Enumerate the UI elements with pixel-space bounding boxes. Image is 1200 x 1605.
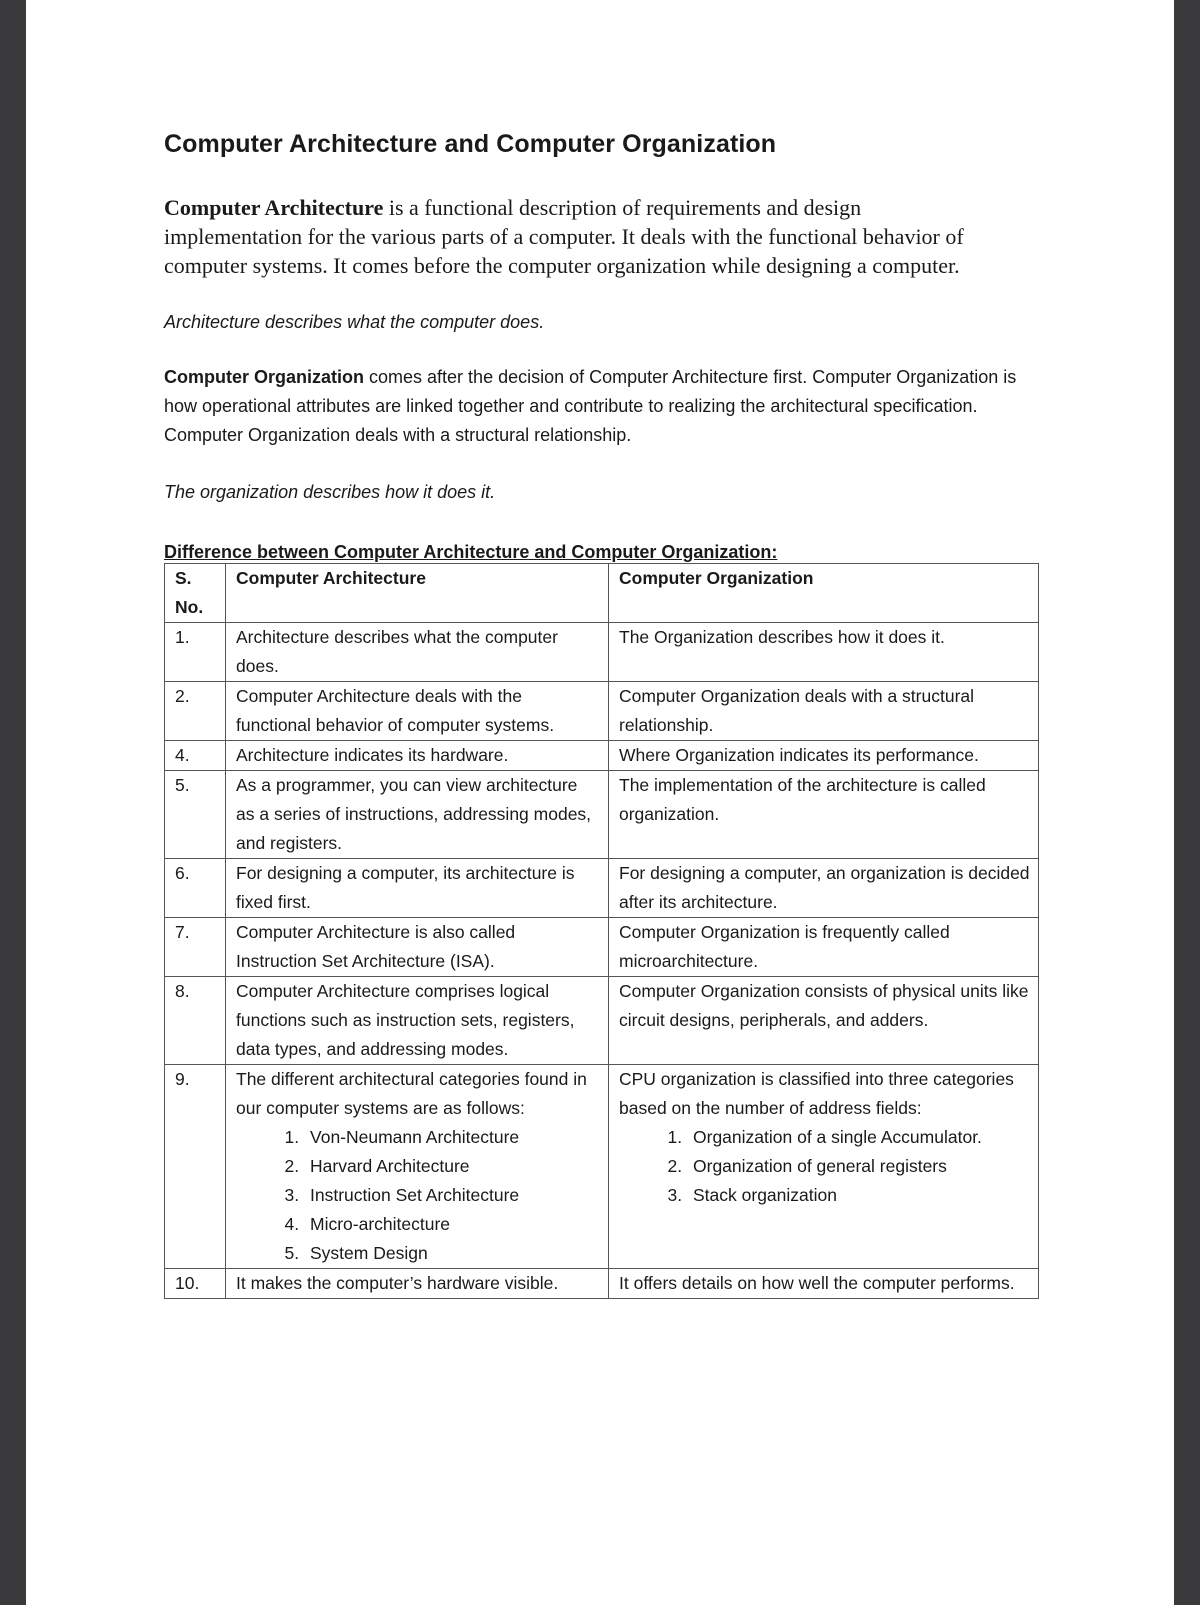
- organization-cell: It offers details on how well the computer performs.: [609, 1269, 1039, 1299]
- architecture-cell: It makes the computer’s hardware visible.: [226, 1269, 609, 1299]
- list-item: 5. System Design: [304, 1239, 600, 1268]
- header-organization: Computer Organization: [609, 564, 1039, 623]
- organization-cell: Computer Organization is frequently called microarchitecture.: [609, 918, 1039, 977]
- organization-cell: For designing a computer, an organization is decided after its architecture.: [609, 859, 1039, 918]
- document-page: [26, 0, 1174, 1605]
- table-row: [165, 859, 1039, 918]
- row-number: 7.: [165, 918, 226, 977]
- table-row: [165, 977, 1039, 1065]
- row-number: 4.: [165, 741, 226, 771]
- architecture-paragraph: [164, 193, 964, 280]
- organization-cell-intro: CPU organization is classified into three categories based on the number of address fields:: [619, 1069, 1014, 1118]
- organization-paragraph: [164, 363, 1024, 450]
- architecture-cell: For designing a computer, its architecture is fixed first.: [226, 859, 609, 918]
- list-item: 1. Organization of a single Accumulator.: [687, 1123, 1030, 1152]
- list-item: 3. Instruction Set Architecture: [304, 1181, 600, 1210]
- organization-categories-list: [619, 1123, 1030, 1210]
- row-number: 9.: [165, 1065, 226, 1269]
- list-item: 1. Von-Neumann Architecture: [304, 1123, 600, 1152]
- architecture-cell: Computer Architecture deals with the functional behavior of computer systems.: [226, 682, 609, 741]
- list-item: 3. Stack organization: [687, 1181, 1030, 1210]
- architecture-definition: is a functional description of requirements and design implementation for the various parts of a computer. It deals with the functional behavior of computer systems. It comes before the computer organization while designing a computer.: [164, 195, 964, 278]
- organization-note: The organization describes how it does it.: [164, 482, 496, 502]
- row-number: 5.: [165, 771, 226, 859]
- comparison-table: [164, 563, 1039, 1299]
- architecture-cell: As a programmer, you can view architecture as a series of instructions, addressing modes, and registers.: [226, 771, 609, 859]
- table-row: [165, 1065, 1039, 1269]
- architecture-cell: Architecture describes what the computer does.: [226, 623, 609, 682]
- header-serial-no: S. No.: [165, 564, 226, 623]
- list-item: 2. Harvard Architecture: [304, 1152, 600, 1181]
- organization-definition: comes after the decision of Computer Architecture first. Computer Organization is how operational attributes are linked together and contribute to realizing the architectural specification. Computer Organization deals with a structural relationship.: [164, 367, 1017, 445]
- architecture-cell: Computer Architecture is also called Instruction Set Architecture (ISA).: [226, 918, 609, 977]
- organization-term: Computer Organization: [164, 367, 365, 387]
- table-title: Difference between Computer Architecture and Computer Organization:: [164, 542, 778, 562]
- architecture-cell-intro: The different architectural categories found in our computer systems are as follows:: [236, 1069, 587, 1118]
- architecture-cell: [226, 1065, 609, 1269]
- table-row: [165, 771, 1039, 859]
- architecture-cell: Architecture indicates its hardware.: [226, 741, 609, 771]
- architecture-term: Computer Architecture: [164, 195, 384, 220]
- table-row: [165, 1269, 1039, 1299]
- organization-cell: Where Organization indicates its performance.: [609, 741, 1039, 771]
- table-row: [165, 918, 1039, 977]
- page-title: Computer Architecture and Computer Organization: [164, 130, 777, 158]
- organization-cell: The Organization describes how it does it.: [609, 623, 1039, 682]
- row-number: 10.: [165, 1269, 226, 1299]
- document-content: [164, 130, 1044, 1299]
- table-row: [165, 741, 1039, 771]
- row-number: 6.: [165, 859, 226, 918]
- header-architecture: Computer Architecture: [226, 564, 609, 623]
- architecture-categories-list: [236, 1123, 600, 1268]
- organization-cell: [609, 1065, 1039, 1269]
- row-number: 1.: [165, 623, 226, 682]
- architecture-cell: Computer Architecture comprises logical functions such as instruction sets, registers, data types, and addressing modes.: [226, 977, 609, 1065]
- organization-cell: Computer Organization deals with a structural relationship.: [609, 682, 1039, 741]
- list-item: 4. Micro-architecture: [304, 1210, 600, 1239]
- table-row: [165, 623, 1039, 682]
- organization-cell: The implementation of the architecture is called organization.: [609, 771, 1039, 859]
- table-row: [165, 682, 1039, 741]
- table-header-row: [165, 564, 1039, 623]
- organization-cell: Computer Organization consists of physical units like circuit designs, peripherals, and adders.: [609, 977, 1039, 1065]
- row-number: 2.: [165, 682, 226, 741]
- list-item: 2. Organization of general registers: [687, 1152, 1030, 1181]
- architecture-note: Architecture describes what the computer does.: [164, 312, 545, 332]
- row-number: 8.: [165, 977, 226, 1065]
